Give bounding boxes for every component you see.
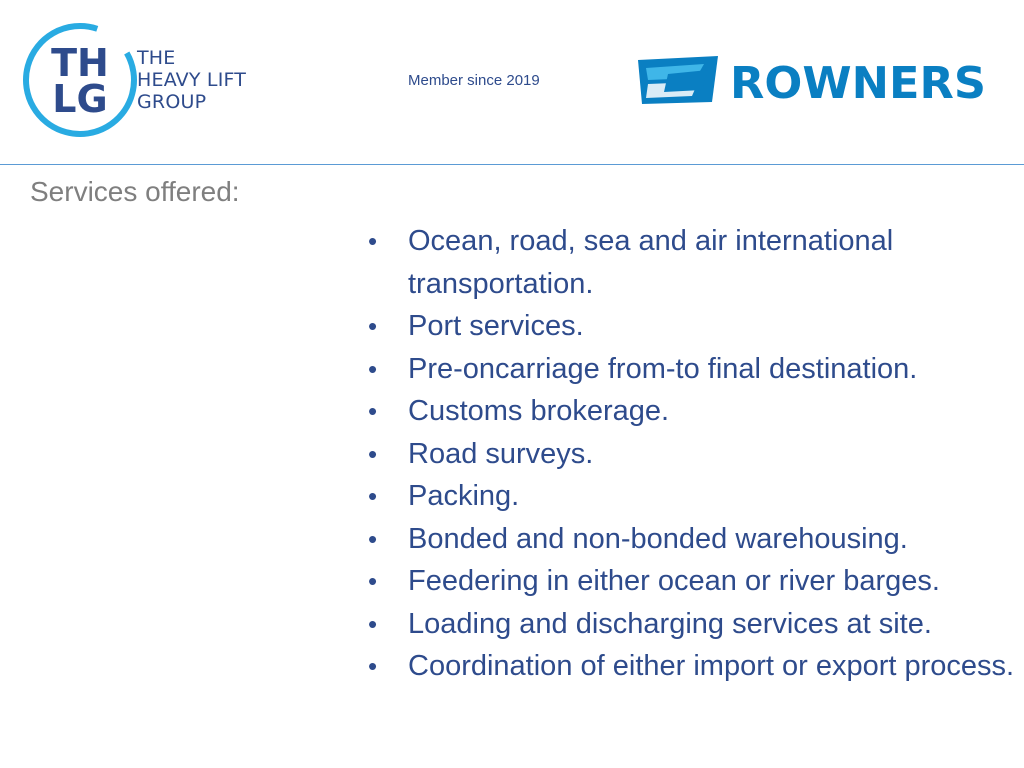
- thlg-wordmark-line: HEAVY LIFT: [137, 69, 247, 91]
- service-text: Pre-oncarriage from-to final destination.: [408, 352, 918, 385]
- thlg-wordmark-line: THE: [137, 47, 176, 69]
- slide-header: [0, 0, 1024, 165]
- list-item: [368, 305, 1018, 348]
- service-text: Ocean, road, sea and air international transportation.: [408, 225, 894, 300]
- bullet-icon: •: [368, 438, 378, 469]
- bullet-icon: •: [368, 523, 378, 554]
- service-text: Feedering in either ocean or river barges.: [408, 565, 940, 597]
- service-text: Bonded and non-bonded warehousing.: [408, 522, 908, 555]
- list-item: [368, 390, 1018, 433]
- thlg-logo: [20, 20, 140, 140]
- service-text: Coordination of either import or export process.: [408, 650, 1015, 682]
- list-item: [368, 645, 1018, 688]
- bullet-icon: •: [368, 608, 378, 639]
- service-text: Port services.: [408, 310, 584, 342]
- list-item: [368, 433, 1018, 476]
- services-list: [368, 220, 1018, 688]
- list-item: [368, 518, 1018, 561]
- rowners-emblem-icon: [638, 56, 718, 104]
- thlg-mark-line2: LG: [52, 77, 108, 121]
- service-text: Customs brokerage.: [408, 395, 670, 427]
- header-divider: [0, 164, 1024, 165]
- member-since-label: Member since 2019: [408, 72, 540, 89]
- thlg-wordmark: [137, 47, 246, 113]
- bullet-icon: •: [368, 566, 378, 596]
- bullet-icon: •: [368, 353, 378, 384]
- thlg-mark-line1: TH: [51, 41, 109, 85]
- rowners-logo: [638, 54, 990, 108]
- bullet-icon: •: [368, 311, 378, 341]
- service-text: Packing.: [408, 480, 520, 512]
- list-item: [368, 220, 1018, 305]
- list-item: [368, 348, 1018, 391]
- bullet-icon: •: [368, 226, 378, 256]
- list-item: [368, 603, 1018, 646]
- list-item: [368, 475, 1018, 518]
- service-text: Road surveys.: [408, 437, 594, 470]
- bullet-icon: •: [368, 651, 378, 681]
- section-title: Services offered:: [30, 176, 240, 207]
- bullet-icon: •: [368, 396, 378, 426]
- thlg-wordmark-line: GROUP: [137, 91, 207, 113]
- bullet-icon: •: [368, 481, 378, 511]
- rowners-wordmark: ROWNERS: [730, 58, 986, 108]
- list-item: [368, 560, 1018, 603]
- service-text: Loading and discharging services at site.: [408, 607, 932, 640]
